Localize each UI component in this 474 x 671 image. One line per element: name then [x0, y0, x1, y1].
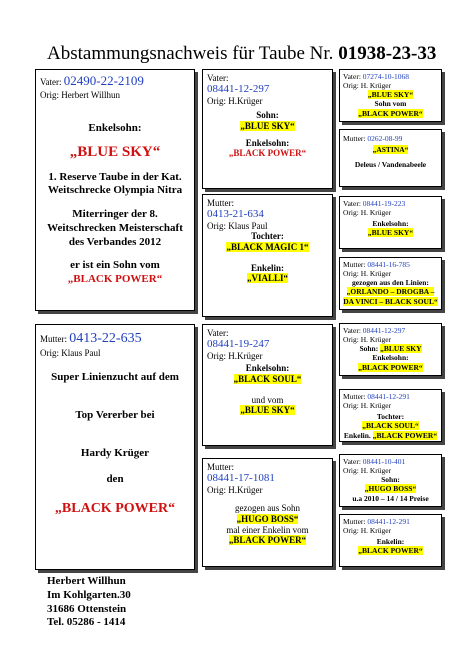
ggp4-label: Mutter:	[343, 260, 366, 269]
pgm-ring: 0413-21-634	[207, 208, 264, 220]
mgm-line-1: gezogen aus Sohn	[235, 503, 300, 513]
father-line-7: „BLACK POWER“	[67, 273, 163, 285]
ggp5-name-1: „BLUE SKY	[380, 344, 422, 353]
ggp2-line: Deleus / Vandenabeele	[354, 160, 427, 170]
pgm-role-2: Enkelin:	[250, 262, 284, 273]
mgf-role-1: Enkelsohn:	[245, 363, 290, 373]
mgf-origin: Orig: H.Krüger	[207, 351, 263, 361]
mgm-origin: Orig: H.Krüger	[207, 485, 263, 495]
ggp-box-3	[339, 196, 442, 249]
ggp-box-1	[339, 69, 442, 122]
pgm-name-2: „VIALLI“	[246, 273, 288, 284]
paternal-grandfather-box	[202, 69, 333, 189]
ggp8-label: Mutter:	[343, 517, 366, 526]
pgm-label: Mutter:	[207, 198, 234, 208]
mother-line-3: Hardy Krüger	[80, 447, 150, 459]
breeder-city: 31686 Ottenstein	[47, 602, 127, 615]
ggp-box-6	[339, 389, 442, 442]
pgf-role-1: Sohn:	[256, 110, 279, 120]
mgm-label: Mutter:	[207, 462, 234, 472]
ggp-box-4	[339, 257, 442, 310]
page-title	[47, 43, 467, 65]
ggp6-ring: 08441-12-291	[367, 392, 410, 401]
ggp6-name-1: „BLACK SOUL“	[362, 421, 419, 431]
mgf-name-2: „BLUE SKY“	[240, 405, 295, 416]
father-line-1: 1. Reserve Taube in der Kat.	[48, 170, 182, 183]
mgm-name-1: „HUGO BOSS“	[236, 513, 299, 524]
ggp8-name: „BLACK POWER“	[358, 546, 423, 556]
mgf-name-1: „BLACK SOUL“	[233, 373, 302, 384]
ggp3-label: Vater:	[343, 199, 361, 208]
father-name: „BLUE SKY“	[69, 143, 161, 160]
ggp8-ring: 08441-12-291	[367, 517, 410, 526]
pgm-origin: Orig: Klaus Paul	[207, 221, 268, 231]
mother-box	[35, 324, 195, 570]
ggp5-role-1: Sohn:	[359, 344, 379, 353]
pgf-name-2: „BLACK POWER“	[228, 148, 307, 159]
ggp4-origin: Orig: H. Krüger	[343, 269, 392, 278]
ggp8-origin: Orig: H. Krüger	[343, 526, 392, 535]
ggp-box-7	[339, 454, 442, 507]
ggp4-name-2: DA VINCI – BLACK SOUL“	[343, 296, 438, 306]
mgm-line-2: mal einer Enkelin vom	[226, 524, 309, 535]
mother-line-2: Top Vererber bei	[75, 409, 155, 421]
title-number: 01938-23-33	[338, 43, 437, 64]
breeder-phone: Tel. 05286 - 1414	[47, 616, 126, 629]
ggp-box-8	[339, 514, 442, 567]
ggp5-ring: 08441-12-297	[362, 326, 406, 335]
ggp1-origin: Orig: H. Krüger	[343, 81, 392, 90]
ggp4-line: gezogen aus den Linien:	[352, 278, 429, 287]
mother-label: Mutter:	[40, 334, 67, 344]
ggp-box-2	[339, 129, 442, 187]
ggp4-ring: 08441-16-785	[367, 260, 410, 269]
mother-header	[40, 331, 142, 347]
maternal-grandfather-box	[202, 324, 333, 446]
ggp3-ring: 08441-19-223	[362, 199, 406, 208]
ggp5-role-2: Enkelsohn:	[372, 353, 409, 363]
mgf-mid: und vom	[251, 394, 284, 405]
ggp6-role-2: Enkelin.	[343, 430, 371, 440]
ggp6-origin: Orig: H. Krüger	[343, 401, 392, 410]
ggp8-role: Enkelin:	[376, 537, 405, 546]
breeder-address	[47, 575, 131, 630]
title-text: Abstammungsnachweis für Taube Nr.	[47, 43, 334, 64]
ggp7-origin: Orig: H. Krüger	[343, 466, 392, 475]
father-box	[35, 69, 195, 311]
ggp2-name: „ASTINA“	[372, 145, 409, 154]
pgm-role-1: Tochter:	[251, 231, 284, 241]
pgm-name-1: „BLACK MAGIC 1“	[226, 241, 309, 252]
ggp1-label: Vater:	[343, 72, 361, 81]
ggp7-role: Sohn:	[381, 475, 400, 484]
ggp3-origin: Orig: H. Krüger	[343, 208, 392, 217]
father-header	[40, 73, 144, 89]
mother-line-1: Super Linienzucht auf dem	[51, 371, 179, 383]
pgf-label: Vater:	[207, 73, 229, 83]
ggp6-name-2: „BLACK POWER“	[372, 430, 438, 440]
ggp2-label: Mutter:	[343, 134, 366, 143]
ggp6-label: Mutter:	[343, 392, 366, 401]
pgf-origin: Orig: H.Krüger	[207, 96, 263, 106]
ggp-box-5	[339, 323, 442, 376]
ggp5-name-2: „BLACK POWER“	[358, 362, 423, 372]
ggp6-role-1: Tochter:	[376, 412, 405, 421]
father-line-3: Miterringer der 8.	[72, 208, 158, 220]
father-ring: 02490-22-2109	[63, 73, 144, 88]
father-line-6: er ist ein Sohn vom	[70, 259, 160, 272]
ggp7-label: Vater:	[343, 457, 361, 466]
mother-ring: 0413-22-635	[69, 331, 142, 346]
pgf-name-1: „BLUE SKY“	[240, 120, 295, 131]
ggp3-name: „BLUE SKY“	[367, 228, 414, 238]
ggp5-label: Vater:	[343, 326, 361, 335]
ggp3-role: Enkelsohn:	[372, 219, 409, 228]
ggp1-name-1: „BLUE SKY“	[367, 90, 414, 99]
father-origin: Orig: Herbert Willhun	[40, 90, 120, 100]
ggp7-ring: 08441-10-401	[362, 457, 406, 466]
ggp1-role: Sohn vom	[374, 99, 407, 109]
father-line-4: Weitschrecken Meisterschaft	[47, 221, 183, 234]
maternal-grandmother-box	[202, 458, 333, 567]
breeder-street: Im Kohlgarten.30	[47, 588, 131, 601]
ggp5-origin: Orig: H. Krüger	[343, 335, 392, 344]
ggp1-ring: 07274-10-1068	[362, 72, 410, 81]
father-description	[36, 122, 194, 287]
father-line-2: Weitschrecke Olympia Nitra	[47, 184, 183, 197]
paternal-grandmother-box	[202, 194, 333, 317]
mgm-name-2: „BLACK POWER“	[228, 535, 307, 546]
pgf-ring: 08441-12-297	[207, 83, 270, 95]
mother-line-4: den	[106, 473, 124, 485]
mgm-ring: 08441-17-1081	[207, 472, 275, 484]
pgf-role-2: Enkelsohn:	[245, 137, 290, 148]
father-line-5: des Verbandes 2012	[68, 235, 162, 248]
breeder-name: Herbert Willhun	[47, 575, 126, 587]
ggp1-name-2: „BLACK POWER“	[358, 108, 423, 118]
mother-origin: Orig: Klaus Paul	[40, 348, 101, 358]
ggp7-name: „HUGO BOSS“	[364, 484, 417, 494]
mgf-ring: 08441-19-247	[207, 338, 270, 350]
father-role: Enkelsohn:	[88, 122, 142, 134]
ggp2-ring: 0262-08-99	[367, 134, 403, 143]
mother-line-5: „BLACK POWER“	[54, 501, 176, 516]
father-label: Vater:	[40, 77, 62, 87]
ggp7-line: u.a 2010 – 14 / 14 Preise	[352, 493, 429, 503]
ggp4-name-1: „ORLANDO – DROGBA –	[346, 287, 435, 297]
mgf-label: Vater:	[207, 328, 229, 338]
